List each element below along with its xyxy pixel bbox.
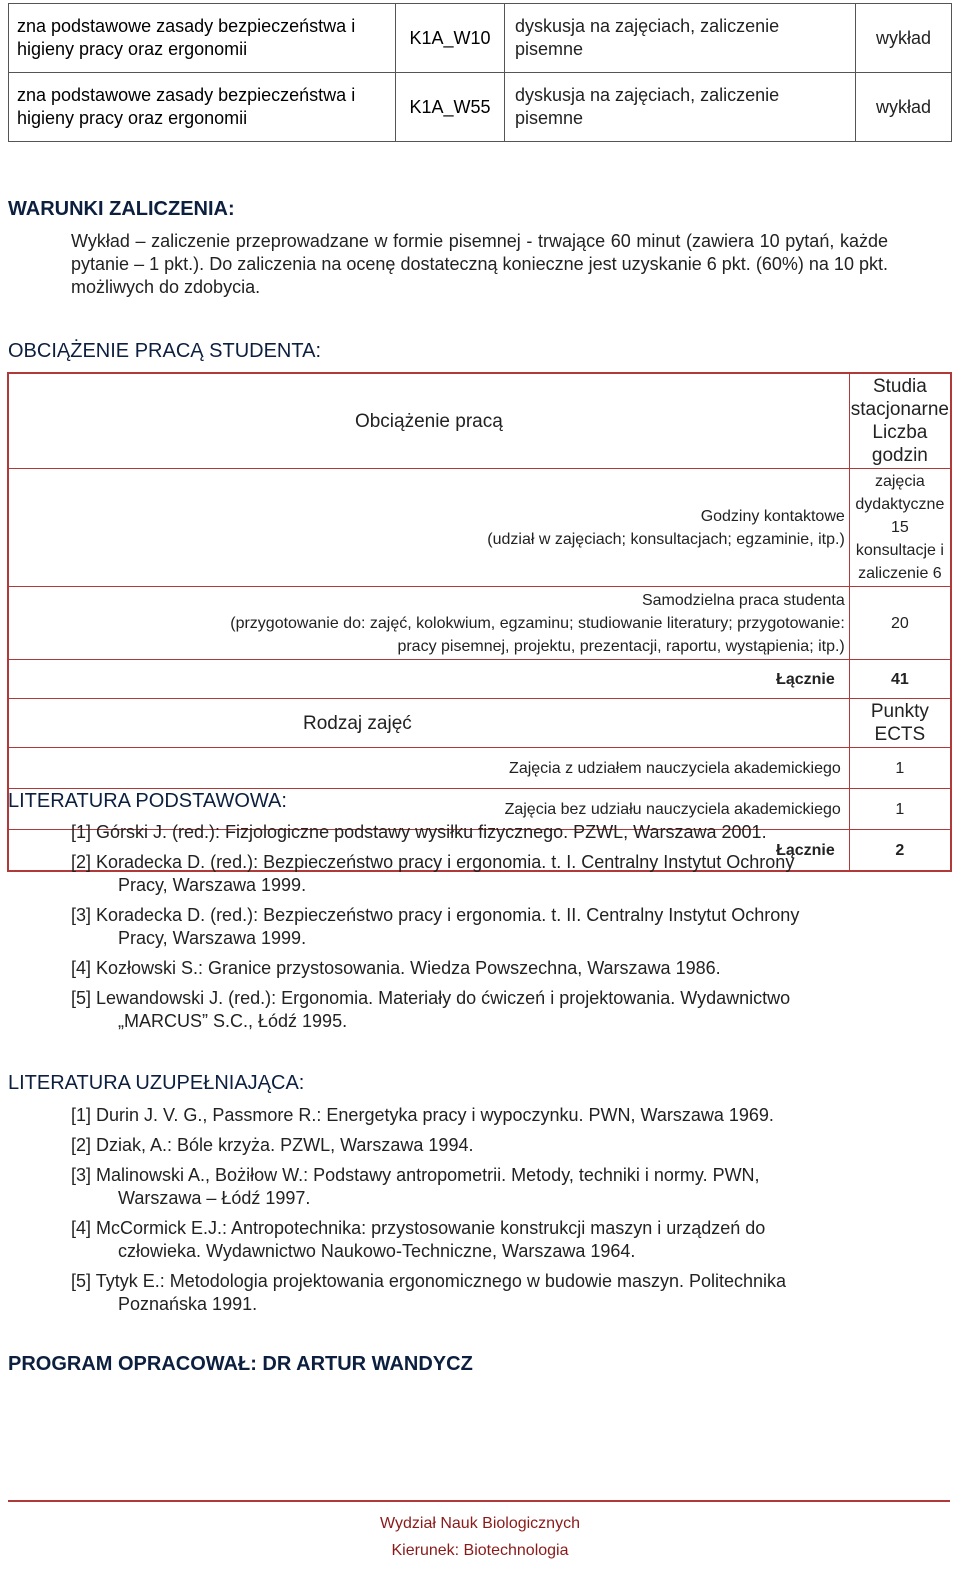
hours-label: Liczba godzin bbox=[871, 422, 928, 466]
activity-type-header: Rodzaj zajęć bbox=[8, 699, 849, 748]
list-item: [5] Lewandowski J. (red.): Ergonomia. Materiały do ćwiczeń i projektowania. Wydawnictwo „MARCUS” S.C., Łódź 1995. bbox=[71, 988, 791, 1031]
table-row bbox=[9, 73, 952, 142]
table-row bbox=[8, 587, 951, 660]
table-row bbox=[9, 4, 952, 73]
total-hours-value: 41 bbox=[849, 660, 951, 699]
outcome-cell: zna podstawowe zasady bezpieczeństwa i higieny pracy oraz ergonomii bbox=[9, 4, 396, 73]
total-hours-label: Łącznie bbox=[8, 660, 849, 699]
list-item: [1] Górski J. (red.): Fizjologiczne podstawy wysiłku fizycznego. PZWL, Warszawa 2001. bbox=[71, 822, 767, 842]
form-cell: wykład bbox=[856, 73, 952, 142]
outcome-cell: zna podstawowe zasady bezpieczeństwa i higieny pracy oraz ergonomii bbox=[9, 73, 396, 142]
table-row bbox=[8, 469, 951, 587]
conditions-heading: WARUNKI ZALICZENIA: bbox=[8, 198, 235, 220]
code-cell: K1A_W10 bbox=[396, 4, 505, 73]
ects-header: Punkty ECTS bbox=[849, 699, 951, 748]
list-item: [2] Dziak, A.: Bóle krzyża. PZWL, Warszawa 1994. bbox=[71, 1135, 474, 1155]
list-item: [1] Durin J. V. G., Passmore R.: Energetyka pracy i wypoczynku. PWN, Warszawa 1969. bbox=[71, 1105, 774, 1125]
self-study-value: 20 bbox=[849, 587, 951, 660]
author-line: PROGRAM OPRACOWAŁ: DR ARTUR WANDYCZ bbox=[8, 1353, 473, 1375]
list-item: [2] Koradecka D. (red.): Bezpieczeństwo pracy i ergonomia. t. I. Centralny Instytut Ochrony Pracy, Warszawa 1999. bbox=[71, 852, 795, 895]
table-row bbox=[8, 699, 951, 748]
supplementary-literature-list bbox=[71, 1104, 888, 1323]
study-mode-header bbox=[849, 373, 951, 469]
footer-divider bbox=[8, 1500, 950, 1502]
workload-col-header: Obciążenie pracą bbox=[8, 373, 849, 469]
table-row bbox=[8, 748, 951, 789]
study-mode-label: Studia stacjonarne bbox=[850, 376, 949, 420]
list-item: [5] Tytyk E.: Metodologia projektowania ergonomicznego w budowie maszyn. Politechnika Poznańska 1991. bbox=[71, 1271, 787, 1314]
without-teacher-label: Zajęcia bez udziału nauczyciela akademickiego bbox=[8, 789, 849, 830]
form-cell: wykład bbox=[856, 4, 952, 73]
basic-literature-heading: LITERATURA PODSTAWOWA: bbox=[8, 790, 287, 812]
contact-hours-value: zajęcia dydaktyczne 15 konsultacje i zaliczenie 6 bbox=[849, 469, 951, 587]
without-teacher-value: 1 bbox=[849, 789, 951, 830]
learning-outcomes-table bbox=[8, 3, 952, 142]
code-cell: K1A_W55 bbox=[396, 73, 505, 142]
supplementary-literature-heading: LITERATURA UZUPEŁNIAJĄCA: bbox=[8, 1072, 305, 1094]
self-study-label: Samodzielna praca studenta (przygotowanie do: zajęć, kolokwium, egzaminu; studiowanie literatury; przygotowanie: pracy pisemnej, projektu, prezentacji, raportu, wystąpienia; itp.) bbox=[8, 587, 849, 660]
with-teacher-value: 1 bbox=[849, 748, 951, 789]
basic-literature-list bbox=[71, 821, 888, 1040]
workload-heading: OBCIĄŻENIE PRACĄ STUDENTA: bbox=[8, 340, 322, 362]
table-row bbox=[8, 373, 951, 469]
verification-cell: dyskusja na zajęciach, zaliczenie pisemne bbox=[505, 73, 856, 142]
ects-total-value: 2 bbox=[849, 830, 951, 872]
footer-faculty: Wydział Nauk Biologicznych bbox=[380, 1515, 580, 1532]
verification-cell: dyskusja na zajęciach, zaliczenie pisemne bbox=[505, 4, 856, 73]
list-item: [3] Koradecka D. (red.): Bezpieczeństwo pracy i ergonomia. t. II. Centralny Instytut Ochrony Pracy, Warszawa 1999. bbox=[71, 905, 800, 948]
contact-hours-label: Godziny kontaktowe (udział w zajęciach; konsultacjach; egzaminie, itp.) bbox=[8, 469, 849, 587]
with-teacher-label: Zajęcia z udziałem nauczyciela akademickiego bbox=[8, 748, 849, 789]
ects-total-label: Łącznie bbox=[8, 830, 849, 872]
footer-program: Kierunek: Biotechnologia bbox=[391, 1542, 569, 1559]
list-item: [3] Malinowski A., Bożiłow W.: Podstawy antropometrii. Metody, techniki i normy. PWN, Warszawa – Łódź 1997. bbox=[71, 1165, 760, 1208]
list-item: [4] McCormick E.J.: Antropotechnika: przystosowanie konstrukcji maszyn i urządzeń do człowieka. Wydawnictwo Naukowo-Techniczne, Warszawa 1964. bbox=[71, 1218, 766, 1261]
list-item: [4] Kozłowski S.: Granice przystosowania. Wiedza Powszechna, Warszawa 1986. bbox=[71, 958, 721, 978]
table-row bbox=[8, 660, 951, 699]
conditions-text: Wykład – zaliczenie przeprowadzane w formie pisemnej - trwające 60 minut (zawiera 10 pytań, każde pytanie – 1 pkt.). Do zaliczenia na ocenę dostateczną konieczne jest uzyskanie 6 pkt. (60%) na 10 pkt. możliwych do zdobycia. bbox=[71, 231, 888, 297]
